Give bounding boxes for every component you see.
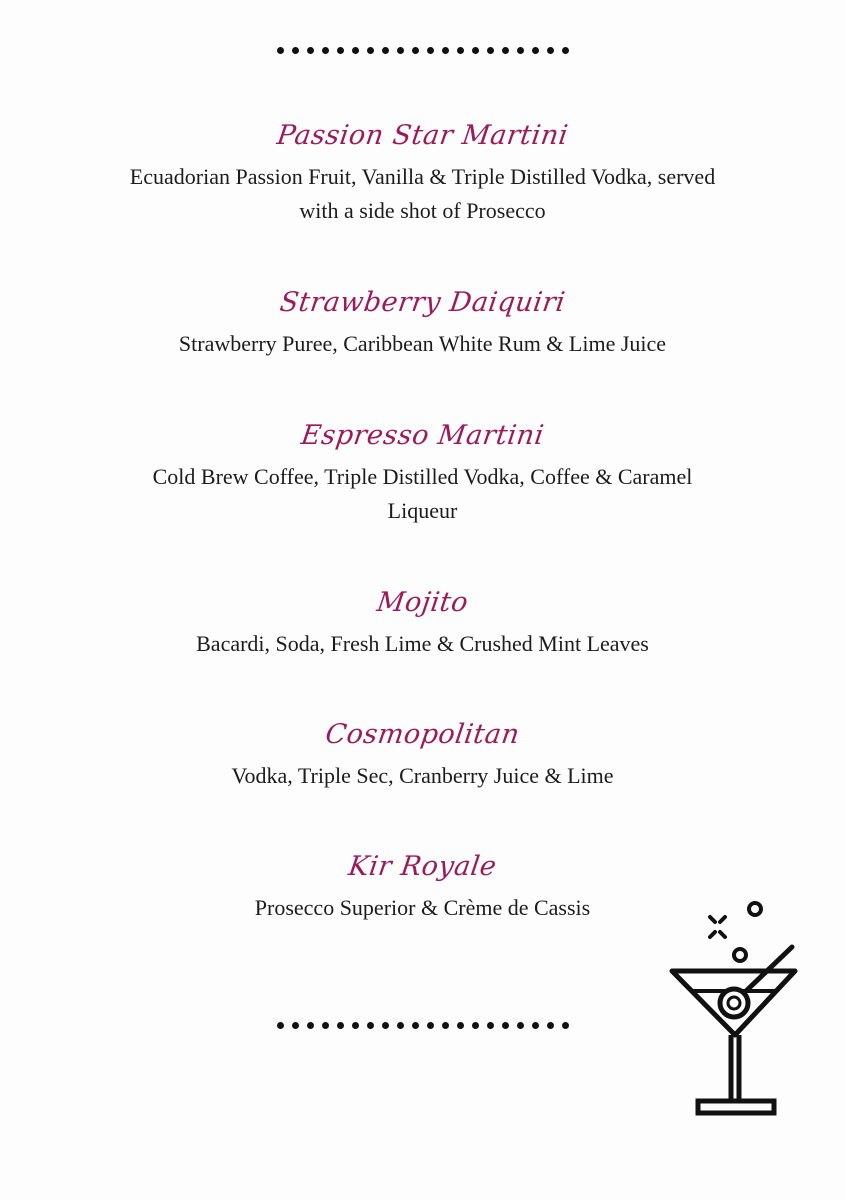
menu-item-description: Cold Brew Coffee, Triple Distilled Vodka, Coffee & Caramel Liqueur: [152, 464, 693, 523]
bubble-icon: [749, 903, 761, 915]
menu-item-name: Cosmopolitan: [323, 719, 522, 750]
divider-dot: [397, 47, 404, 54]
bubble-icon: [734, 949, 746, 961]
divider-dot: [367, 47, 374, 54]
menu-item-name: Espresso Martini: [299, 420, 546, 451]
divider-dot: [517, 1022, 524, 1029]
menu-item-strawberry-daiquiri: [0, 285, 845, 361]
divider-dot: [322, 1022, 329, 1029]
divider-dot: [532, 47, 539, 54]
divider-dot: [307, 1022, 314, 1029]
divider-dot: [382, 47, 389, 54]
menu-item-espresso-martini: [0, 418, 845, 528]
divider-dot: [472, 47, 479, 54]
divider-dot: [562, 47, 569, 54]
menu-item-name: Strawberry Daiquiri: [277, 287, 568, 318]
divider-dot: [322, 47, 329, 54]
olive-icon: [720, 989, 748, 1017]
divider-dot: [307, 47, 314, 54]
divider-dot: [532, 1022, 539, 1029]
top-dotted-divider: [0, 47, 845, 54]
divider-dot: [562, 1022, 569, 1029]
divider-dot: [352, 1022, 359, 1029]
sparkle-icon: [710, 917, 725, 937]
menu-item-passion-star-martini: [0, 118, 845, 228]
divider-dot: [292, 47, 299, 54]
divider-dot: [487, 1022, 494, 1029]
menu-item-mojito: [0, 585, 845, 661]
divider-dot: [352, 47, 359, 54]
divider-dot: [367, 1022, 374, 1029]
divider-dot: [472, 1022, 479, 1029]
divider-dot: [412, 1022, 419, 1029]
divider-dot: [517, 47, 524, 54]
menu-item-description: Bacardi, Soda, Fresh Lime & Crushed Mint Leaves: [196, 631, 649, 656]
divider-dot: [337, 1022, 344, 1029]
menu-item-description: Ecuadorian Passion Fruit, Vanilla & Triple Distilled Vodka, served with a side shot of Prosecco: [129, 164, 716, 223]
divider-dot: [502, 47, 509, 54]
divider-dot: [427, 1022, 434, 1029]
divider-dot: [457, 47, 464, 54]
menu-item-name: Passion Star Martini: [275, 120, 571, 151]
menu-item-cosmopolitan: [0, 717, 845, 793]
divider-dot: [292, 1022, 299, 1029]
menu-item-name: Mojito: [374, 587, 471, 618]
cocktail-glass-icon: [660, 895, 810, 1125]
divider-dot: [277, 47, 284, 54]
divider-dot: [412, 47, 419, 54]
divider-dot: [337, 47, 344, 54]
divider-dot: [442, 1022, 449, 1029]
menu-item-name: Kir Royale: [346, 851, 499, 882]
divider-dot: [277, 1022, 284, 1029]
menu-item-description: Prosecco Superior & Crème de Cassis: [254, 895, 591, 920]
divider-dot: [547, 1022, 554, 1029]
divider-dot: [502, 1022, 509, 1029]
menu-item-description: Strawberry Puree, Caribbean White Rum & Lime Juice: [178, 331, 667, 356]
glass-base: [698, 1101, 774, 1113]
divider-dot: [397, 1022, 404, 1029]
divider-dot: [457, 1022, 464, 1029]
divider-dot: [427, 47, 434, 54]
divider-dot: [442, 47, 449, 54]
divider-dot: [547, 47, 554, 54]
menu-item-description: Vodka, Triple Sec, Cranberry Juice & Lime: [231, 763, 614, 788]
divider-dot: [487, 47, 494, 54]
divider-dot: [382, 1022, 389, 1029]
